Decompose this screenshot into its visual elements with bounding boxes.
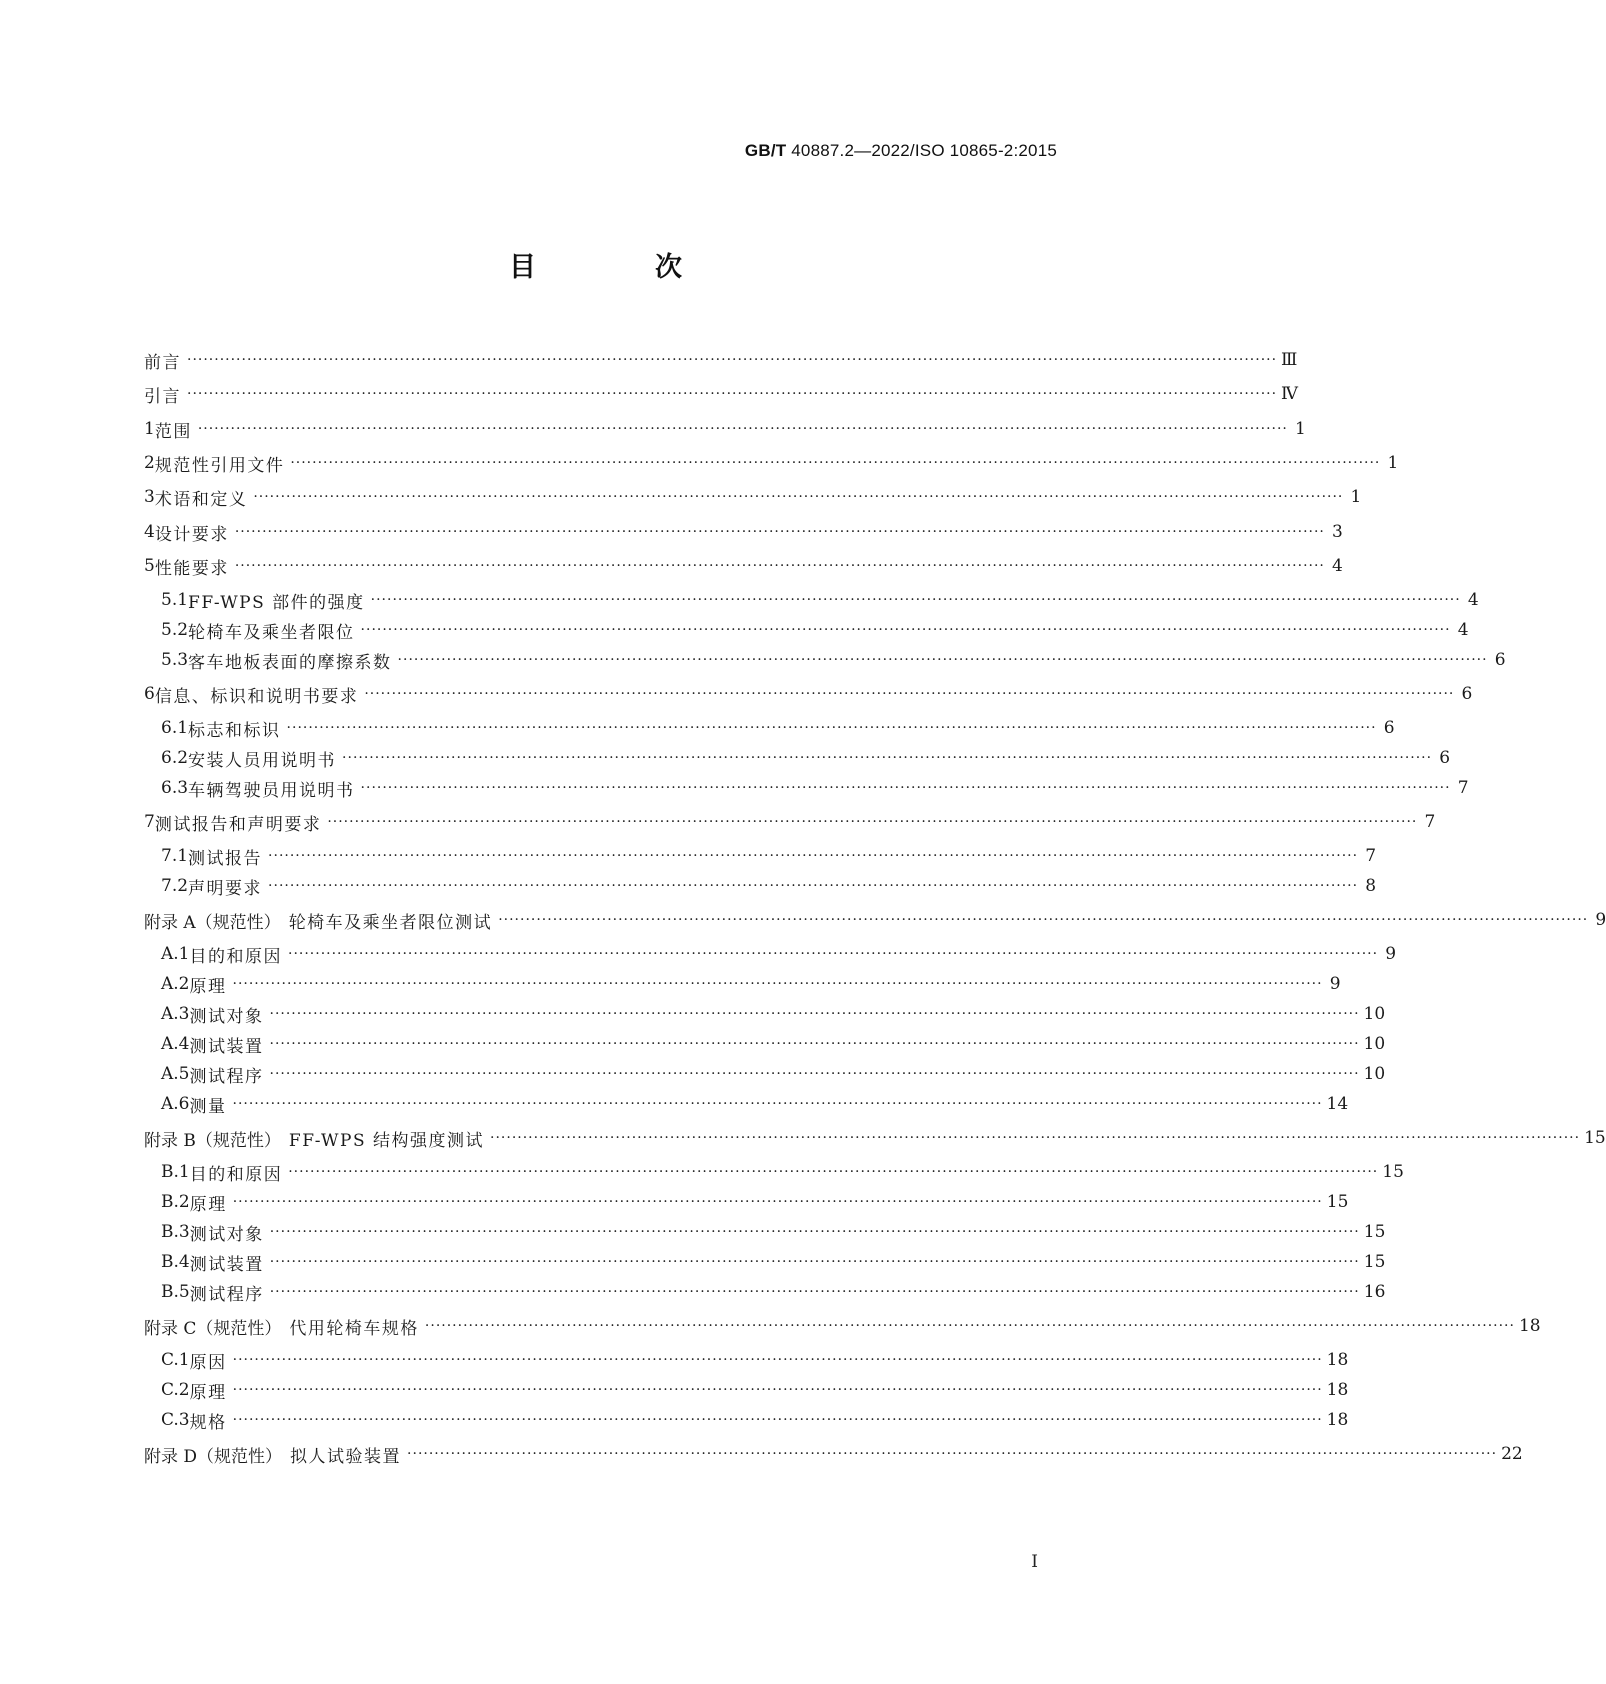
toc-entry-number: A.6 — [161, 1094, 190, 1114]
toc-entry-label: 规格 — [189, 1412, 227, 1433]
toc-leader-dots: ········································································································································································································ — [234, 558, 1325, 574]
toc-leader-dots: ········································································································································································································ — [269, 1066, 1360, 1082]
toc-entry-label: 车辆驾驶员用说明书 — [188, 780, 355, 801]
toc-entry-number: 附录 B（规范性） — [144, 1130, 281, 1151]
toc-entry[interactable] — [161, 1001, 1386, 1027]
toc-entry[interactable] — [144, 809, 1436, 835]
toc-entry-number: C.2 — [161, 1380, 190, 1400]
toc-entry-label: 测量 — [189, 1096, 227, 1117]
toc-leader-dots: ········································································································································································································ — [269, 1036, 1360, 1052]
standard-identifier — [745, 141, 1057, 161]
toc-entry-number: 7.2 — [161, 876, 189, 896]
toc-entry-number: 附录 D（规范性） — [144, 1446, 283, 1467]
toc-entry[interactable] — [161, 873, 1377, 899]
toc-entry-label: 测试程序 — [189, 1066, 264, 1087]
toc-entry[interactable] — [161, 1031, 1386, 1057]
page-number: I — [1031, 1552, 1038, 1572]
toc-entry[interactable] — [161, 647, 1506, 673]
toc-entry-page: 18 — [1518, 1316, 1541, 1336]
toc-leader-dots: ········································································································································································································ — [342, 750, 1433, 766]
toc-entry[interactable] — [161, 1091, 1349, 1117]
toc-entry-label: 代用轮椅车规格 — [289, 1318, 419, 1339]
toc-entry-number: A.4 — [161, 1034, 190, 1054]
toc-entry-page: 15 — [1363, 1252, 1386, 1272]
toc-leader-dots: ········································································································································································································ — [269, 1006, 1360, 1022]
toc-entry-number: C.1 — [161, 1350, 190, 1370]
toc-leader-dots: ········································································································································································································ — [187, 352, 1278, 368]
toc-entry-page: 16 — [1363, 1282, 1386, 1302]
toc-entry-number: 2 — [144, 453, 155, 473]
toc-leader-dots: ········································································································································································································ — [269, 1254, 1360, 1270]
toc-leader-dots: ········································································································································································································ — [370, 592, 1461, 608]
toc-entry-label: 性能要求 — [154, 558, 229, 579]
toc-entry-number: B.3 — [161, 1222, 190, 1242]
toc-entry[interactable] — [161, 971, 1341, 997]
toc-entry-number: 6 — [144, 684, 155, 704]
toc-entry[interactable] — [161, 775, 1469, 801]
toc-entry[interactable] — [161, 1219, 1386, 1245]
toc-entry-page: 1 — [1387, 453, 1399, 473]
toc-entry-number: 5.3 — [161, 650, 189, 670]
toc-leader-dots: ········································································································································································································ — [234, 524, 1325, 540]
toc-entry-label: 测试对象 — [189, 1224, 264, 1245]
toc-entry-page: 7 — [1365, 846, 1377, 866]
toc-title: 目 次 — [509, 252, 728, 283]
toc-entry[interactable] — [161, 587, 1479, 613]
toc-entry-page: 15 — [1326, 1192, 1349, 1212]
toc-entry-number: B.4 — [161, 1252, 190, 1272]
toc-entry-page: 1 — [1295, 419, 1306, 439]
toc-entry-number: 1 — [144, 419, 155, 439]
toc-entry[interactable] — [161, 715, 1395, 741]
toc-entry-page: 9 — [1385, 944, 1397, 964]
toc-entry-number: B.5 — [161, 1282, 190, 1302]
toc-entry-page: 18 — [1326, 1410, 1349, 1430]
toc-leader-dots: ········································································································································································································ — [407, 1446, 1498, 1462]
toc-entry-page: 15 — [1363, 1222, 1386, 1242]
toc-entry-label: 标志和标识 — [188, 720, 281, 741]
toc-entry[interactable] — [161, 1159, 1404, 1185]
toc-entry[interactable] — [144, 484, 1362, 510]
toc-leader-dots: ········································································································································································································ — [253, 489, 1344, 505]
toc-leader-dots: ········································································································································································································ — [360, 622, 1451, 638]
toc-entry[interactable] — [161, 1377, 1349, 1403]
toc-entry-label: 规范性引用文件 — [154, 455, 285, 476]
toc-entry-label: 设计要求 — [154, 524, 229, 545]
toc-leader-dots: ········································································································································································································ — [490, 1130, 1581, 1146]
toc-leader-dots: ········································································································································································································ — [232, 1194, 1323, 1210]
toc-entry[interactable] — [161, 1189, 1349, 1215]
toc-leader-dots: ········································································································································································································ — [232, 1096, 1323, 1112]
toc-entry-number: A.2 — [161, 974, 190, 994]
toc-entry-number: A.1 — [161, 944, 190, 964]
toc-entry[interactable] — [144, 553, 1343, 579]
toc-entry-number: A.3 — [161, 1004, 190, 1024]
toc-entry-number: 7.1 — [161, 846, 189, 866]
toc-entry-page: 6 — [1461, 684, 1473, 704]
toc-entry-label: 安装人员用说明书 — [188, 750, 337, 771]
toc-entry-page: 9 — [1595, 910, 1606, 930]
toc-entry[interactable] — [144, 907, 1606, 933]
toc-entry[interactable] — [161, 941, 1397, 967]
standard-number: 40887.2—2022/ISO 10865-2:2015 — [786, 141, 1057, 160]
toc-leader-dots: ········································································································································································································ — [232, 1382, 1323, 1398]
toc-leader-dots: ········································································································································································································ — [290, 455, 1381, 471]
toc-leader-dots: ········································································································································································································ — [360, 780, 1451, 796]
toc-entry-label: 范围 — [154, 421, 192, 442]
toc-leader-dots: ········································································································································································································ — [364, 686, 1455, 702]
toc-entry[interactable] — [161, 1061, 1386, 1087]
toc-entry[interactable] — [144, 347, 1298, 373]
toc-entry-page: Ⅲ — [1281, 350, 1298, 370]
toc-leader-dots: ········································································································································································································ — [288, 1164, 1379, 1180]
toc-entry-label: 轮椅车及乘坐者限位测试 — [288, 912, 493, 933]
toc-entry-page: 15 — [1382, 1162, 1404, 1182]
toc-entry-number: 5.2 — [161, 620, 189, 640]
toc-entry[interactable] — [161, 1347, 1349, 1373]
toc-entry-label: FF-WPS 部件的强度 — [188, 592, 365, 613]
toc-entry-page: 7 — [1424, 812, 1436, 832]
toc-entry-label: 测试报告 — [188, 848, 263, 869]
standard-prefix: GB/T — [744, 141, 787, 160]
toc-entry-page: Ⅳ — [1281, 384, 1299, 404]
toc-leader-dots: ········································································································································································································ — [268, 848, 1359, 864]
toc-entry-page: 9 — [1329, 974, 1341, 994]
toc-leader-dots: ········································································································································································································ — [498, 912, 1589, 928]
toc-entry[interactable] — [144, 416, 1306, 442]
toc-entry[interactable] — [144, 519, 1343, 545]
toc-entry[interactable] — [161, 1407, 1349, 1433]
toc-leader-dots: ········································································································································································································ — [327, 814, 1418, 830]
toc-entry-label: 目的和原因 — [189, 1164, 283, 1185]
toc-entry-page: 3 — [1332, 522, 1343, 542]
toc-entry-label: 信息、标识和说明书要求 — [154, 686, 359, 707]
toc-entry[interactable] — [161, 1249, 1386, 1275]
toc-entry-page: 6 — [1439, 748, 1451, 768]
toc-entry[interactable] — [161, 745, 1451, 771]
toc-entry-page: 1 — [1350, 487, 1362, 507]
toc-entry-label: 原因 — [189, 1352, 227, 1373]
toc-entry-label: 原理 — [189, 1194, 227, 1215]
toc-entry[interactable] — [144, 381, 1299, 407]
toc-entry-label: 测试报告和声明要求 — [154, 814, 322, 835]
toc-leader-dots: ········································································································································································································ — [288, 946, 1379, 962]
toc-entry-page: 10 — [1363, 1034, 1386, 1054]
toc-entry-label: 目的和原因 — [189, 946, 282, 967]
toc-leader-dots: ········································································································································································································ — [269, 1284, 1360, 1300]
toc-entry-label: 声明要求 — [188, 878, 263, 899]
toc-entry-number: B.1 — [161, 1162, 190, 1182]
toc-entry-number: 7 — [144, 812, 155, 832]
toc-entry-label: 测试装置 — [189, 1036, 264, 1057]
toc-entry-label: FF-WPS 结构强度测试 — [288, 1130, 485, 1151]
toc-entry-number: 5.1 — [161, 590, 189, 610]
toc-entry[interactable] — [161, 617, 1469, 643]
toc-entry[interactable] — [161, 843, 1377, 869]
toc-entry[interactable] — [144, 1313, 1541, 1339]
toc-entry-label: 客车地板表面的摩擦系数 — [188, 652, 392, 673]
toc-entry[interactable] — [144, 681, 1473, 707]
toc-entry-number: 6.3 — [161, 778, 189, 798]
toc-entry-page: 10 — [1363, 1064, 1386, 1084]
toc-entry-page: 4 — [1457, 620, 1469, 640]
toc-entry-page: 6 — [1383, 718, 1395, 738]
toc-entry-label: 测试对象 — [189, 1006, 264, 1027]
toc-entry-page: 7 — [1457, 778, 1469, 798]
toc-entry-number: 3 — [144, 487, 155, 507]
toc-leader-dots: ········································································································································································································ — [397, 652, 1488, 668]
toc-leader-dots: ········································································································································································································ — [197, 421, 1288, 437]
toc-entry-page: 4 — [1332, 556, 1343, 576]
toc-leader-dots: ········································································································································································································ — [232, 1352, 1323, 1368]
toc-entry-page: 6 — [1494, 650, 1506, 670]
toc-entry[interactable] — [161, 1279, 1386, 1305]
toc-entry-page: 14 — [1326, 1094, 1349, 1114]
toc-leader-dots: ········································································································································································································ — [187, 386, 1278, 402]
toc-entry-page: 22 — [1501, 1444, 1523, 1464]
toc-entry-label: 测试装置 — [189, 1254, 264, 1275]
toc-entry-page: 18 — [1326, 1380, 1349, 1400]
toc-entry-label: 原理 — [189, 976, 227, 997]
toc-entry-number: 附录 A（规范性） — [144, 912, 281, 933]
toc-entry-number: 4 — [144, 522, 155, 542]
toc-leader-dots: ········································································································································································································ — [232, 1412, 1323, 1428]
toc-entry-page: 4 — [1467, 590, 1479, 610]
toc-entry-page: 18 — [1326, 1350, 1349, 1370]
toc-entry-label: 测试程序 — [189, 1284, 264, 1305]
toc-entry[interactable] — [144, 1441, 1523, 1467]
toc-leader-dots: ········································································································································································································ — [286, 720, 1377, 736]
toc-entry-page: 8 — [1365, 876, 1377, 896]
toc-leader-dots: ········································································································································································································ — [268, 878, 1359, 894]
toc-entry-number: 附录 C（规范性） — [144, 1318, 282, 1339]
toc-leader-dots: ········································································································································································································ — [269, 1224, 1360, 1240]
toc-entry-label: 原理 — [189, 1382, 227, 1403]
toc-entry-number: 5 — [144, 556, 155, 576]
toc-entry-number: A.5 — [161, 1064, 190, 1084]
toc-entry[interactable] — [144, 450, 1399, 476]
toc-entry-number: C.3 — [161, 1410, 190, 1430]
toc-entry-label: 拟人试验装置 — [290, 1446, 402, 1467]
toc-entry-label: 轮椅车及乘坐者限位 — [188, 622, 355, 643]
toc-entry-number: 6.1 — [161, 718, 189, 738]
toc-leader-dots: ········································································································································································································ — [424, 1318, 1515, 1334]
toc-entry-page: 15 — [1584, 1128, 1606, 1148]
toc-entry[interactable] — [144, 1125, 1606, 1151]
toc-entry-number: B.2 — [161, 1192, 190, 1212]
toc-entry-label: 引言 — [144, 386, 181, 407]
toc-entry-label: 术语和定义 — [154, 489, 248, 510]
toc-entry-page: 10 — [1363, 1004, 1386, 1024]
toc-entry-number: 6.2 — [161, 748, 189, 768]
toc-entry-label: 前言 — [144, 352, 181, 373]
toc-leader-dots: ········································································································································································································ — [232, 976, 1323, 992]
